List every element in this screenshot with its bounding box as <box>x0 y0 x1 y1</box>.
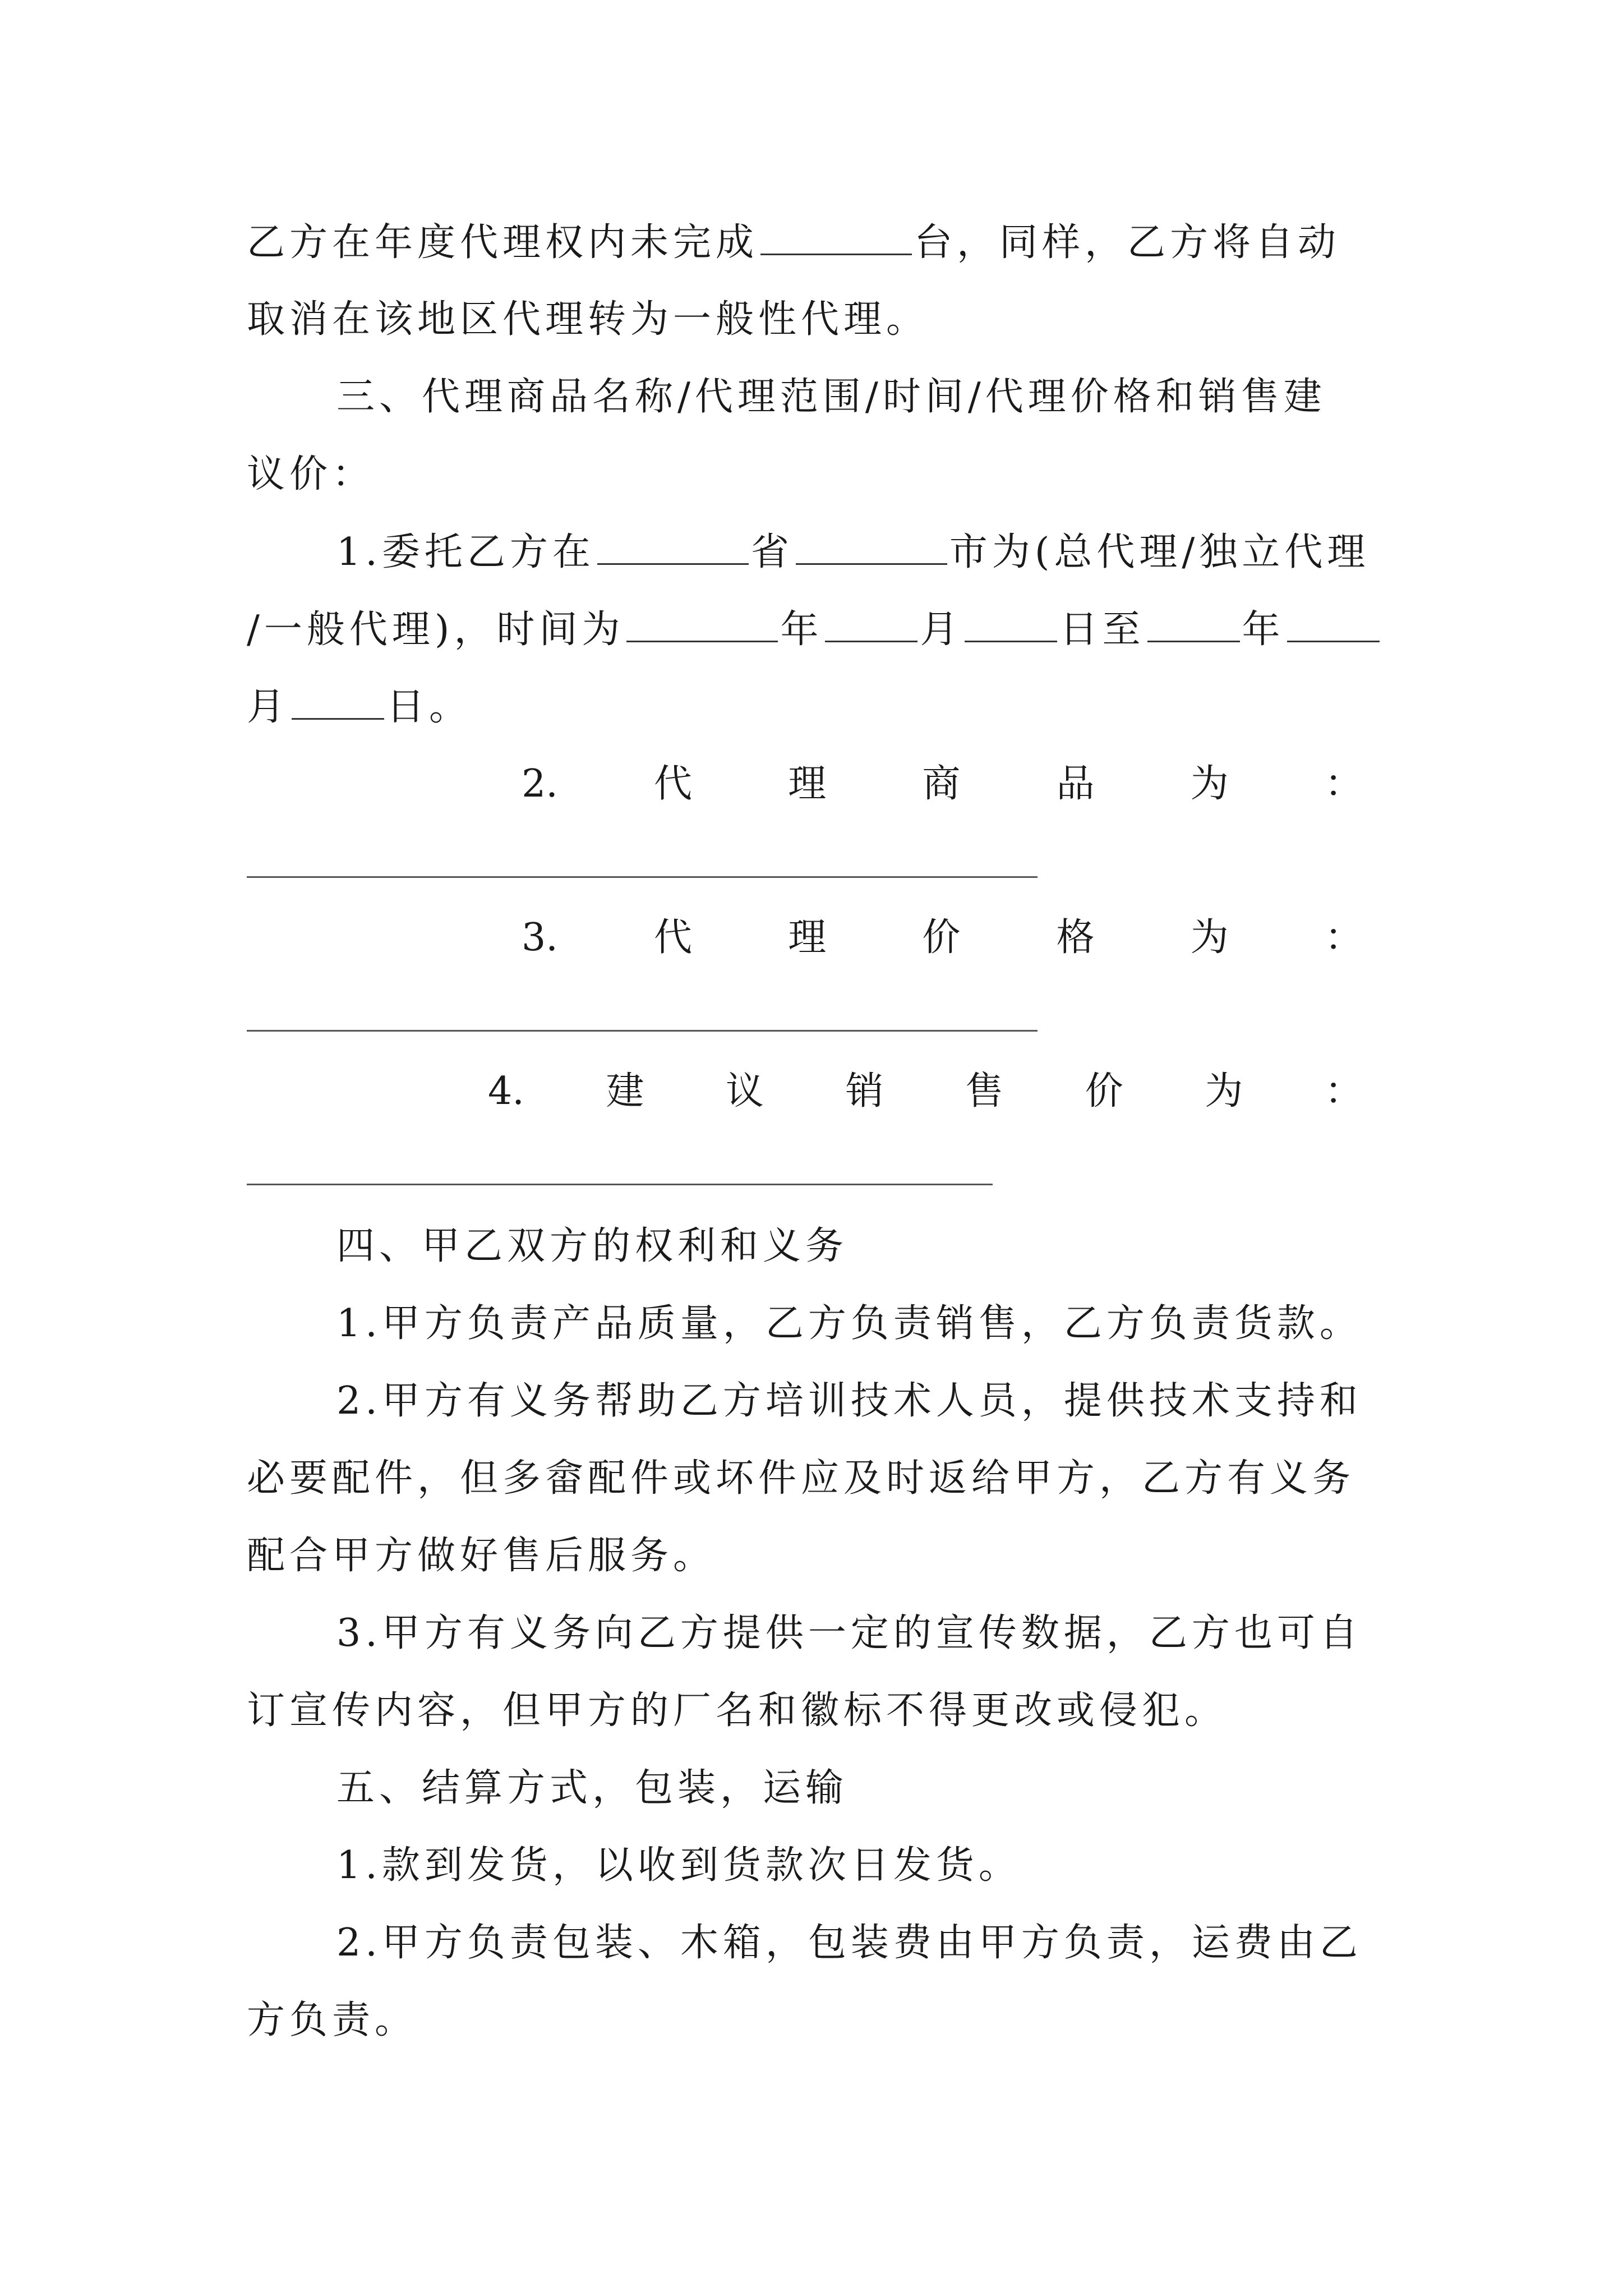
text: 1.委托乙方在 <box>336 530 595 574</box>
text: 五、结算方式，包装，运输 <box>336 1766 849 1810</box>
char: 为 <box>1190 762 1229 806</box>
char: ： <box>1324 1069 1363 1114</box>
text: 2.甲方负责包装、木箱，包装费由甲方负责，运费由乙 <box>336 1921 1362 1965</box>
section5-p1 <box>336 1838 1380 1894</box>
char: 为 <box>1190 915 1229 960</box>
text: 取消在该地区代理转为一般性代理。 <box>247 297 929 342</box>
text: /一般代理)，时间为 <box>247 608 625 652</box>
para1-line2 <box>247 292 1380 348</box>
item2-label <box>522 756 1363 812</box>
text: 三、代理商品名称/代理范围/时间/代理价格和销售建 <box>336 375 1326 419</box>
text: 台，同样，乙方将自动 <box>914 220 1341 265</box>
item1-line3 <box>247 679 1380 735</box>
char: 价 <box>922 915 961 960</box>
section4-p3-line1 <box>336 1605 1380 1662</box>
char: 议 <box>726 1069 764 1114</box>
section5-p2-line1 <box>336 1915 1380 1971</box>
text: 方负责。 <box>247 1998 418 2042</box>
text: 配合甲方做好售后服务。 <box>247 1534 716 1578</box>
char: 理 <box>788 915 827 960</box>
start-day-blank <box>965 601 1057 642</box>
text: 月 <box>247 685 290 729</box>
item1-line2 <box>247 601 1380 657</box>
char: 格 <box>1056 915 1095 960</box>
char: 为 <box>1205 1069 1243 1114</box>
para1-line1 <box>247 214 1380 270</box>
section3-heading-line2 <box>247 447 1380 503</box>
char: ： <box>1324 915 1363 960</box>
item1-line1 <box>336 524 1380 580</box>
char: 代 <box>654 762 693 806</box>
char: 价 <box>1085 1069 1123 1114</box>
text: 必要配件，但多畲配件或坏件应及时返给甲方，乙方有义务 <box>247 1456 1355 1501</box>
char: 2. <box>522 762 558 806</box>
end-month-blank <box>1287 601 1380 642</box>
end-day-blank <box>292 679 384 720</box>
section3-heading-line1 <box>336 369 1380 425</box>
start-month-blank <box>825 601 917 642</box>
char: 售 <box>965 1069 1004 1114</box>
text: 2.甲方有义务帮助乙方培训技术人员，提供技术支持和 <box>336 1379 1362 1423</box>
section4-p2-line1 <box>336 1373 1380 1429</box>
char: 理 <box>788 762 827 806</box>
section4-title <box>336 1218 1380 1274</box>
section4-p2-line2 <box>247 1451 1380 1507</box>
text: 市为(总代理/独立代理 <box>949 530 1370 574</box>
char: 代 <box>654 915 693 960</box>
province-blank <box>597 524 749 565</box>
text: 年 <box>1242 608 1285 652</box>
char: 3. <box>522 915 558 960</box>
char: 销 <box>845 1069 884 1114</box>
text: 3.甲方有义务向乙方提供一定的宣传数据，乙方也可自 <box>336 1611 1362 1655</box>
char: ： <box>1324 762 1363 806</box>
text: 1.甲方负责产品质量，乙方负责销售，乙方负责货款。 <box>336 1301 1362 1346</box>
text: 日。 <box>386 685 472 729</box>
section4-p2-line3 <box>247 1528 1380 1584</box>
section5-title <box>336 1760 1380 1816</box>
city-blank <box>796 524 947 565</box>
item4-answer-line <box>247 1184 993 1185</box>
item3-label <box>522 910 1363 966</box>
section5-p2-line2 <box>247 1993 1380 2049</box>
char: 商 <box>922 762 961 806</box>
text: 年 <box>780 608 823 652</box>
item3-answer-line <box>247 1030 1038 1032</box>
start-year-blank <box>626 601 778 642</box>
char: 建 <box>606 1069 644 1114</box>
text: 省 <box>750 530 794 574</box>
item2-answer-line <box>247 876 1038 878</box>
text: 四、甲乙双方的权利和义务 <box>336 1224 849 1268</box>
text: 订宣传内容，但甲方的厂名和徽标不得更改或侵犯。 <box>247 1688 1228 1733</box>
text: 月 <box>920 608 963 652</box>
text: 乙方在年度代理权内未完成 <box>247 220 759 265</box>
item4-label <box>488 1064 1363 1120</box>
text: 1.款到发货，以收到货款次日发货。 <box>336 1843 1021 1888</box>
end-year-blank <box>1147 601 1240 642</box>
char: 4. <box>488 1069 524 1114</box>
text: 日至 <box>1059 608 1145 652</box>
section4-p1 <box>336 1296 1419 1352</box>
fill-blank <box>760 214 912 255</box>
section4-p3-line2 <box>247 1683 1380 1739</box>
text: 议价： <box>247 452 375 496</box>
char: 品 <box>1056 762 1095 806</box>
